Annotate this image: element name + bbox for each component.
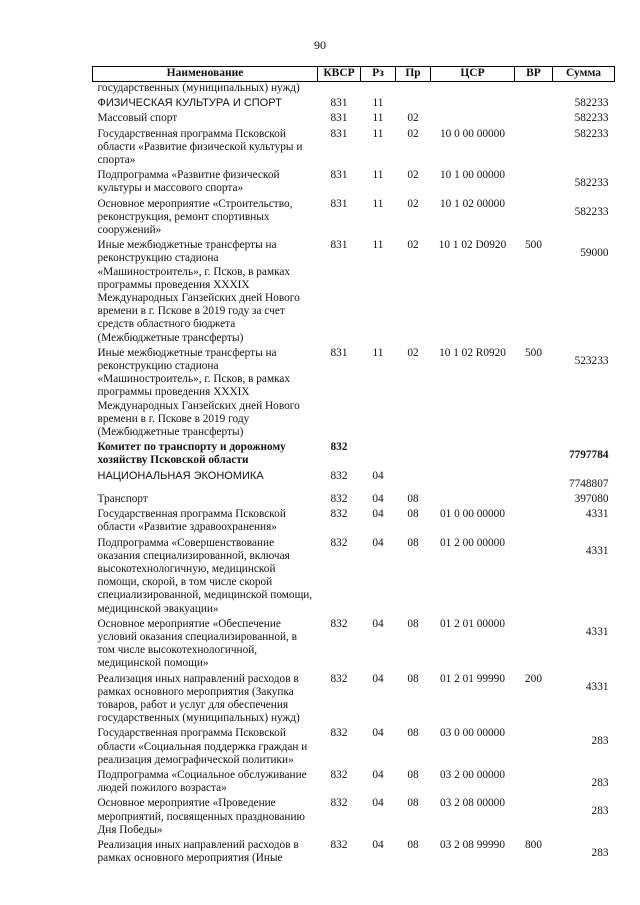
cell-sum: 523233	[574, 354, 609, 367]
cell-vr: 800	[525, 838, 542, 851]
cell-kvsr: 831	[330, 97, 348, 110]
cell-name: Реализация иных направлений расходов в рамках основного мероприятия (Закупка товаров, работ и услуг для обеспечения государственных (муниципальных) нужд)	[97, 672, 300, 725]
cell-pr: 02	[407, 197, 419, 210]
cell-rz: 04	[372, 672, 384, 685]
cell-vr	[515, 169, 553, 197]
cell-rz: 04	[372, 797, 384, 810]
cell-name: ФИЗИЧЕСКАЯ КУЛЬТУРА И СПОРТ	[97, 97, 282, 110]
cell-pr: 08	[407, 727, 419, 740]
cell-rz	[361, 82, 396, 98]
cell-kvsr: 832	[330, 768, 348, 781]
cell-name: Подпрограмма «Социальное обслуживание людей пожилого возраста»	[97, 768, 307, 795]
cell-name: государственных (муниципальных) нужд)	[97, 82, 300, 94]
cell-sum: 4331	[585, 625, 609, 638]
cell-csr	[431, 441, 515, 469]
cell-sum: 4331	[585, 508, 609, 521]
cell-csr: 03 0 00 00000	[440, 727, 505, 740]
cell-csr	[431, 82, 515, 98]
cell-kvsr: 832	[330, 508, 348, 521]
header-csr: ЦСР	[431, 67, 515, 82]
cell-name: НАЦИОНАЛЬНАЯ ЭКОНОМИКА	[97, 469, 264, 482]
cell-pr: 08	[407, 492, 419, 505]
cell-name: Реализация иных направлений расходов в рамках основного мероприятия (Иные	[97, 838, 299, 865]
cell-sum: 4331	[585, 544, 609, 557]
cell-name: Иные межбюджетные трансферты на реконструкцию стадиона «Машиностроитель», г. Псков, в рамках программы проведения XXXIX Международных Ганзейских дней Нового времени в г. Пскове в 2019 году (Межбюджетные трансферты)	[97, 346, 300, 439]
cell-kvsr: 831	[330, 127, 348, 140]
table-row	[93, 198, 615, 240]
cell-name: Комитет по транспорту и дорожному хозяйству Псковской области	[97, 441, 286, 467]
cell-csr: 10 0 00 00000	[440, 127, 505, 140]
table-row	[93, 239, 615, 347]
cell-csr: 10 1 02 D0920	[438, 239, 507, 252]
cell-csr: 10 1 00 00000	[440, 169, 505, 182]
cell-sum: 283	[591, 776, 609, 789]
cell-vr	[515, 727, 553, 769]
cell-vr	[515, 618, 553, 673]
cell-rz: 04	[372, 838, 384, 851]
cell-sum: 7748807	[568, 477, 609, 490]
header-name: Наименование	[93, 67, 318, 82]
cell-vr	[515, 128, 553, 170]
cell-name: Подпрограмма «Совершенствование оказания специализированной, включая высокотехнологичную, медицинской помощи, скорой, в том числе скорой специализированной, медицинской помощи, медицинской эвакуации»	[97, 536, 313, 615]
cell-vr	[515, 112, 553, 127]
cell-vr	[515, 493, 553, 508]
cell-name: Основное мероприятие «Обеспечение условий оказания специализированной, в том числе высокотехнологичной, медицинской помощи»	[97, 617, 297, 670]
cell-pr: 02	[407, 169, 419, 182]
cell-pr: 08	[407, 536, 419, 549]
cell-kvsr: 831	[330, 197, 348, 210]
cell-pr: 08	[407, 508, 419, 521]
cell-pr	[396, 470, 431, 493]
cell-sum: 582233	[574, 127, 609, 140]
cell-rz: 04	[372, 469, 384, 482]
cell-kvsr: 832	[330, 536, 348, 549]
cell-pr: 08	[407, 617, 419, 630]
table-row	[93, 112, 615, 127]
cell-kvsr	[318, 82, 361, 98]
cell-kvsr: 832	[330, 469, 348, 482]
table-row	[93, 769, 615, 797]
table-row	[93, 82, 615, 98]
cell-vr	[515, 508, 553, 536]
cell-rz: 04	[372, 492, 384, 505]
cell-vr	[515, 537, 553, 618]
cell-sum	[553, 82, 615, 98]
cell-rz: 11	[372, 127, 384, 140]
table-row	[93, 97, 615, 112]
cell-vr	[515, 769, 553, 797]
cell-rz: 11	[372, 169, 384, 182]
cell-kvsr: 831	[330, 169, 348, 182]
cell-name: Основное мероприятие «Проведение мероприятий, посвященных празднованию Дня Победы»	[97, 797, 305, 836]
table-row	[93, 727, 615, 769]
table-row	[93, 470, 615, 493]
table-row	[93, 128, 615, 170]
cell-pr: 08	[407, 797, 419, 810]
cell-rz: 04	[372, 768, 384, 781]
cell-vr: 200	[525, 672, 542, 685]
cell-name: Государственная программа Псковской области «Развитие здравоохранения»	[97, 508, 286, 534]
cell-kvsr: 831	[330, 346, 348, 359]
cell-pr: 02	[407, 239, 419, 252]
table-row	[93, 797, 615, 839]
cell-vr	[515, 97, 553, 112]
cell-kvsr: 832	[330, 672, 348, 685]
table-row	[93, 839, 615, 867]
cell-name: Иные межбюджетные трансферты на реконструкцию стадиона «Машиностроитель», г. Псков, в рамках программы проведения XXXIX Международных Ганзейских дней Нового времени в г. Пскове в 2019 году за счет средств областного бюджета (Межбюджетные трансферты)	[97, 239, 300, 344]
cell-kvsr: 832	[330, 441, 348, 454]
cell-sum: 582233	[574, 205, 609, 218]
cell-csr: 03 2 08 00000	[440, 797, 505, 810]
cell-vr	[515, 470, 553, 493]
table-body	[93, 82, 615, 868]
cell-csr: 01 0 00 00000	[440, 508, 505, 521]
cell-csr	[431, 97, 515, 112]
cell-csr: 03 2 00 00000	[440, 768, 505, 781]
cell-sum: 582233	[574, 112, 609, 125]
table-header-row	[93, 67, 615, 82]
cell-pr: 02	[407, 127, 419, 140]
table-row	[93, 508, 615, 536]
cell-rz: 04	[372, 727, 384, 740]
cell-kvsr: 831	[330, 239, 348, 252]
cell-pr	[396, 82, 431, 98]
header-kvsr: КВСР	[318, 67, 361, 82]
cell-pr	[396, 441, 431, 469]
cell-sum: 582233	[574, 97, 609, 110]
table-row	[93, 537, 615, 618]
table-row	[93, 618, 615, 673]
cell-pr: 08	[407, 768, 419, 781]
cell-sum: 4331	[585, 680, 609, 693]
cell-csr: 10 1 02 00000	[440, 197, 505, 210]
table-row	[93, 169, 615, 197]
cell-sum: 582233	[574, 177, 609, 190]
cell-kvsr: 831	[330, 112, 348, 125]
cell-rz: 11	[372, 346, 384, 359]
cell-vr	[515, 198, 553, 240]
header-pr: Пр	[396, 67, 431, 82]
cell-name: Транспорт	[97, 492, 148, 505]
cell-name: Основное мероприятие «Строительство, реконструкция, ремонт спортивных сооружений»	[97, 197, 293, 237]
budget-table	[92, 66, 615, 867]
table-row	[93, 441, 615, 469]
cell-pr: 02	[407, 112, 419, 125]
cell-pr: 02	[407, 346, 419, 359]
header-rz: Рз	[361, 67, 396, 82]
cell-rz: 04	[372, 536, 384, 549]
cell-kvsr: 832	[330, 617, 348, 630]
cell-csr: 10 1 02 R0920	[439, 346, 506, 359]
cell-rz: 04	[372, 617, 384, 630]
cell-sum: 397080	[574, 492, 609, 505]
cell-rz: 11	[372, 112, 384, 125]
cell-name: Подпрограмма «Развитие физической культуры и массового спорта»	[97, 169, 280, 195]
cell-name: Государственная программа Псковской области «Развитие физической культуры и спорта»	[97, 127, 303, 167]
header-sum: Сумма	[553, 67, 615, 82]
cell-csr	[431, 112, 515, 127]
cell-pr: 08	[407, 838, 419, 851]
cell-vr	[515, 797, 553, 839]
table-row	[93, 673, 615, 728]
cell-name: Массовый спорт	[97, 112, 178, 125]
cell-rz: 11	[372, 97, 384, 110]
cell-pr: 08	[407, 672, 419, 685]
cell-rz: 11	[372, 239, 384, 252]
cell-csr: 01 2 01 99990	[440, 672, 505, 685]
page-number: 90	[314, 38, 326, 52]
cell-name: Государственная программа Псковской области «Социальная поддержка граждан и реализация демографической политики»	[97, 727, 308, 766]
cell-sum: 283	[591, 735, 609, 748]
cell-vr: 500	[525, 239, 542, 252]
table-row	[93, 347, 615, 441]
cell-sum: 7797784	[568, 449, 609, 462]
cell-sum: 283	[591, 805, 609, 818]
cell-csr: 03 2 08 99990	[440, 838, 505, 851]
cell-kvsr: 832	[330, 797, 348, 810]
cell-rz: 04	[372, 508, 384, 521]
header-vr: ВР	[515, 67, 553, 82]
cell-sum: 283	[591, 846, 609, 859]
cell-csr	[431, 470, 515, 493]
cell-sum: 59000	[580, 247, 609, 260]
table-row	[93, 493, 615, 508]
cell-pr	[396, 97, 431, 112]
cell-vr: 500	[525, 346, 542, 359]
cell-kvsr: 832	[330, 727, 348, 740]
cell-rz: 11	[372, 197, 384, 210]
cell-csr: 01 2 00 00000	[440, 536, 505, 549]
cell-kvsr: 832	[330, 492, 348, 505]
cell-vr	[515, 82, 553, 98]
cell-kvsr: 832	[330, 838, 348, 851]
cell-csr: 01 2 01 00000	[440, 617, 505, 630]
cell-csr	[431, 493, 515, 508]
cell-rz	[361, 441, 396, 469]
cell-vr	[515, 441, 553, 469]
